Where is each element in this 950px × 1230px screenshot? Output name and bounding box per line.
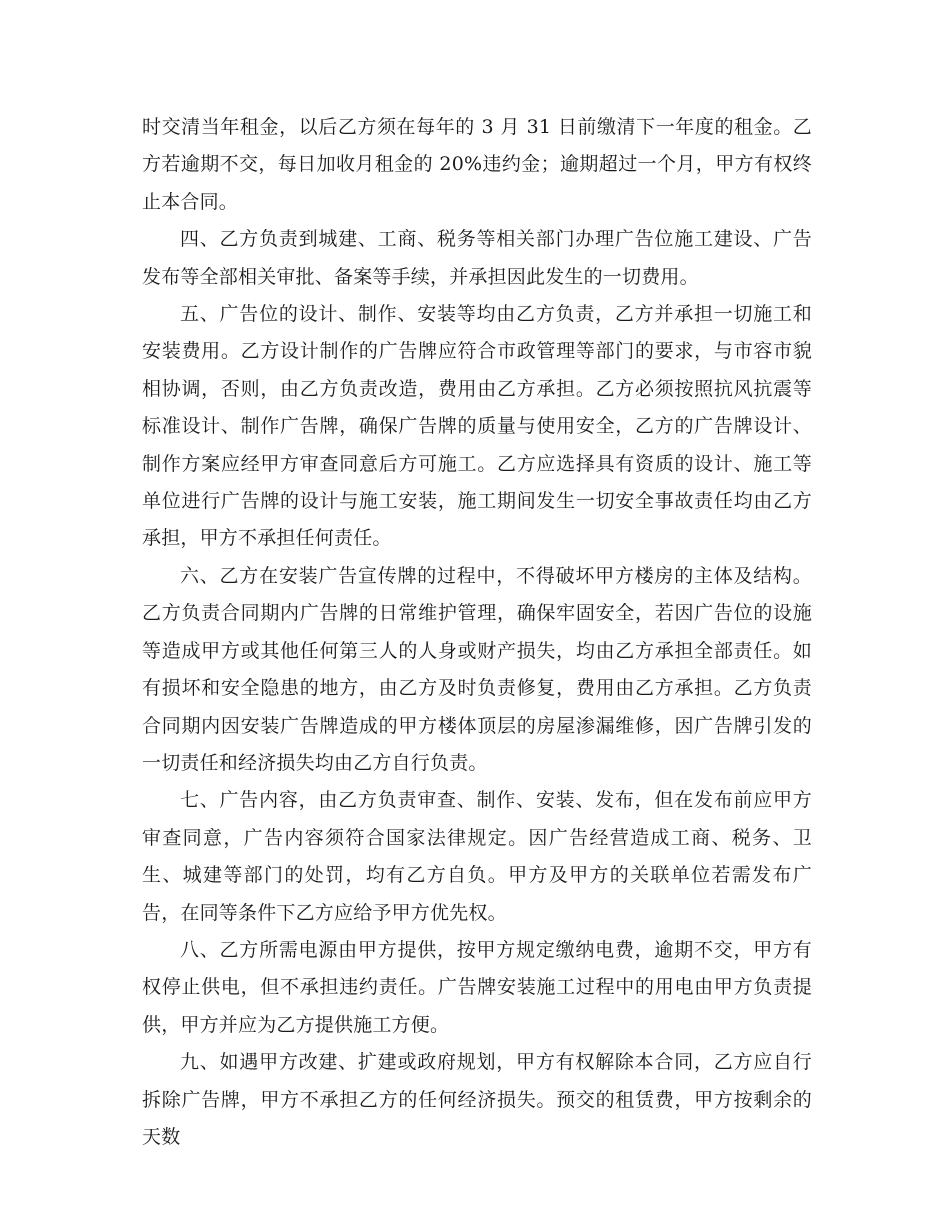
paragraph-clause-8: 八、乙方所需电源由甲方提供，按甲方规定缴纳电费，逾期不交，甲方有权停止供电，但不承担违约责任。广告牌安装施工过程中的用电由甲方负责提供，甲方并应为乙方提供施工方便。	[142, 938, 812, 1036]
paragraph-rent-payment: 时交清当年租金，以后乙方须在每年的 3 月 31 日前缴清下一年度的租金。乙方若逾期不交，每日加收月租金的 20%违约金；逾期超过一个月，甲方有权终止本合同。	[142, 116, 812, 213]
document-body	[142, 109, 812, 1156]
paragraph-clause-7: 七、广告内容，由乙方负责审查、制作、安装、发布，但在发布前应甲方审查同意，广告内容须符合国家法律规定。因广告经营造成工商、税务、卫生、城建等部门的处罚，均有乙方自负。甲方及甲方的关联单位若需发布广告，在同等条件下乙方应给予甲方优先权。	[142, 789, 812, 924]
paragraph-clause-4: 四、乙方负责到城建、工商、税务等相关部门办理广告位施工建设、广告发布等全部相关审批、备案等手续，并承担因此发生的一切费用。	[142, 228, 812, 288]
paragraph-clause-6: 六、乙方在安装广告宣传牌的过程中，不得破坏甲方楼房的主体及结构。乙方负责合同期内广告牌的日常维护管理，确保牢固安全，若因广告位的设施等造成甲方或其他任何第三人的人身或财产损失，均由乙方承担全部责任。如有损坏和安全隐患的地方，由乙方及时负责修复，费用由乙方承担。乙方负责合同期内因安装广告牌造成的甲方楼体顶层的房屋渗漏维修，因广告牌引发的一切责任和经济损失均由乙方自行负责。	[142, 564, 812, 774]
paragraph-clause-5: 五、广告位的设计、制作、安装等均由乙方负责，乙方并承担一切施工和安装费用。乙方设计制作的广告牌应符合市政管理等部门的要求，与市容市貌相协调，否则，由乙方负责改造，费用由乙方承担。乙方必须按照抗风抗震等标准设计、制作广告牌，确保广告牌的质量与使用安全，乙方的广告牌设计、制作方案应经甲方审查同意后方可施工。乙方应选择具有资质的设计、施工等单位进行广告牌的设计与施工安装，施工期间发生一切安全事故责任均由乙方承担，甲方不承担任何责任。	[142, 303, 812, 550]
paragraph-clause-9: 九、如遇甲方改建、扩建或政府规划，甲方有权解除本合同，乙方应自行拆除广告牌，甲方不承担乙方的任何经济损失。预交的租赁费，甲方按剩余的天数	[142, 1051, 812, 1148]
